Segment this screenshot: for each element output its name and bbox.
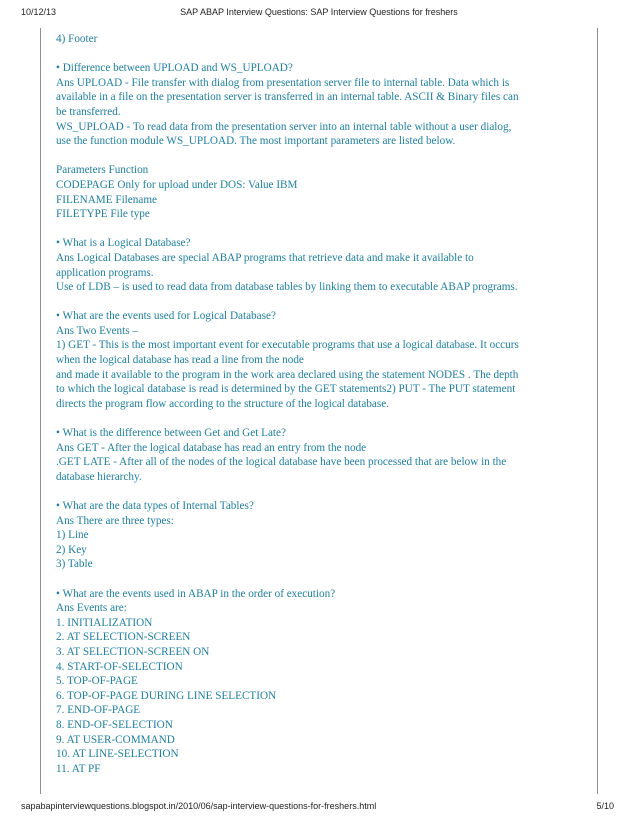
answer-line: 1) Line bbox=[56, 529, 89, 542]
answer-line: 2. AT SELECTION-SCREEN bbox=[56, 631, 191, 644]
qa-itab-types bbox=[56, 499, 586, 572]
question: • What is the difference between Get and Get Late? bbox=[56, 427, 286, 440]
answer-line: Ans GET - After the logical database has read an entry from the node bbox=[56, 441, 367, 454]
qa-get-late bbox=[56, 426, 586, 484]
answer-line: 10. AT LINE-SELECTION bbox=[56, 748, 179, 761]
answer-line: 4. START-OF-SELECTION bbox=[56, 660, 183, 673]
qa-ldb bbox=[56, 236, 586, 294]
answer-line: 3) Table bbox=[56, 558, 93, 571]
answer-line: application programs. bbox=[56, 266, 154, 279]
question: • What are the events used in ABAP in the order of execution? bbox=[56, 587, 336, 600]
answer-line: Use of LDB – is used to read data from database tables by linking them to executable ABAP programs. bbox=[56, 281, 518, 294]
answer-line: when the logical database has read a line from the node bbox=[56, 354, 304, 367]
answer-line: Ans Two Events – bbox=[56, 324, 138, 337]
param-line: FILETYPE File type bbox=[56, 208, 150, 221]
param-line: FILENAME Filename bbox=[56, 193, 157, 206]
answer-line: 1. INITIALIZATION bbox=[56, 616, 153, 629]
question: • What is a Logical Database? bbox=[56, 237, 191, 250]
source-url: sapabapinterviewquestions.blogspot.in/2010/06/sap-interview-questions-for-freshers.html bbox=[21, 801, 377, 811]
answer-line: be transferred. bbox=[56, 105, 121, 118]
print-date: 10/12/13 bbox=[21, 7, 57, 17]
answer-line: Ans Events are: bbox=[56, 602, 127, 615]
answer-line: 2) Key bbox=[56, 543, 87, 556]
answer-line: use the function module WS_UPLOAD. The most important parameters are listed below. bbox=[56, 135, 456, 148]
qa-abap-events bbox=[56, 587, 586, 777]
question: • What are the data types of Internal Tables? bbox=[56, 500, 254, 512]
answer-line: 11. AT PF bbox=[56, 762, 101, 775]
question: • What are the events used for Logical Database? bbox=[56, 310, 276, 323]
answer-line: 3. AT SELECTION-SCREEN ON bbox=[56, 645, 210, 658]
answer-line: database hierarchy. bbox=[56, 470, 142, 483]
answer-line: WS_UPLOAD - To read data from the presentation server into an internal table without a user dialog, bbox=[56, 120, 512, 133]
article-body bbox=[56, 32, 586, 776]
answer-line: 9. AT USER-COMMAND bbox=[56, 733, 175, 746]
answer-line: to which the logical database is read is determined by the GET statements2) PUT - The PUT statement bbox=[56, 383, 516, 396]
list-item: 4) Footer bbox=[56, 33, 98, 45]
page-header bbox=[0, 7, 638, 21]
parameters-table bbox=[56, 163, 586, 221]
answer-line: 5. TOP-OF-PAGE bbox=[56, 675, 138, 688]
answer-line: 8. END-OF-SELECTION bbox=[56, 718, 173, 731]
answer-line: Ans There are three types: bbox=[56, 514, 174, 527]
question: • Difference between UPLOAD and WS_UPLOAD? bbox=[56, 62, 293, 75]
answer-line: directs the program flow according to the structure of the logical database. bbox=[56, 397, 390, 410]
answer-line: 6. TOP-OF-PAGE DURING LINE SELECTION bbox=[56, 689, 277, 702]
page-number: 5/10 bbox=[596, 801, 614, 811]
answer-line: .GET LATE - After all of the nodes of the logical database have been processed that are below in the bbox=[56, 456, 507, 469]
answer-line: available in a file on the presentation server is transferred in an internal table. ASCII & Binary files can bbox=[56, 91, 519, 104]
answer-line: and made it available to the program in the work area declared using the statement NODES . The depth bbox=[56, 368, 519, 381]
param-line: CODEPAGE Only for upload under DOS: Value IBM bbox=[56, 178, 298, 191]
page-footer bbox=[0, 801, 638, 815]
page-title: SAP ABAP Interview Questions: SAP Interview Questions for freshers bbox=[180, 7, 458, 17]
qa-upload bbox=[56, 61, 586, 149]
answer-line: Ans UPLOAD - File transfer with dialog from presentation server file to internal table. Data which is bbox=[56, 76, 510, 89]
param-line: Parameters Function bbox=[56, 164, 149, 177]
answer-line: 7. END-OF-PAGE bbox=[56, 704, 141, 717]
content-border-right bbox=[597, 28, 598, 794]
answer-line: Ans Logical Databases are special ABAP programs that retrieve data and make it available to bbox=[56, 251, 474, 264]
answer-line: 1) GET - This is the most important event for executable programs that use a logical database. It occurs bbox=[56, 339, 519, 352]
qa-events-ldb bbox=[56, 309, 586, 411]
content-border-left bbox=[40, 28, 41, 794]
